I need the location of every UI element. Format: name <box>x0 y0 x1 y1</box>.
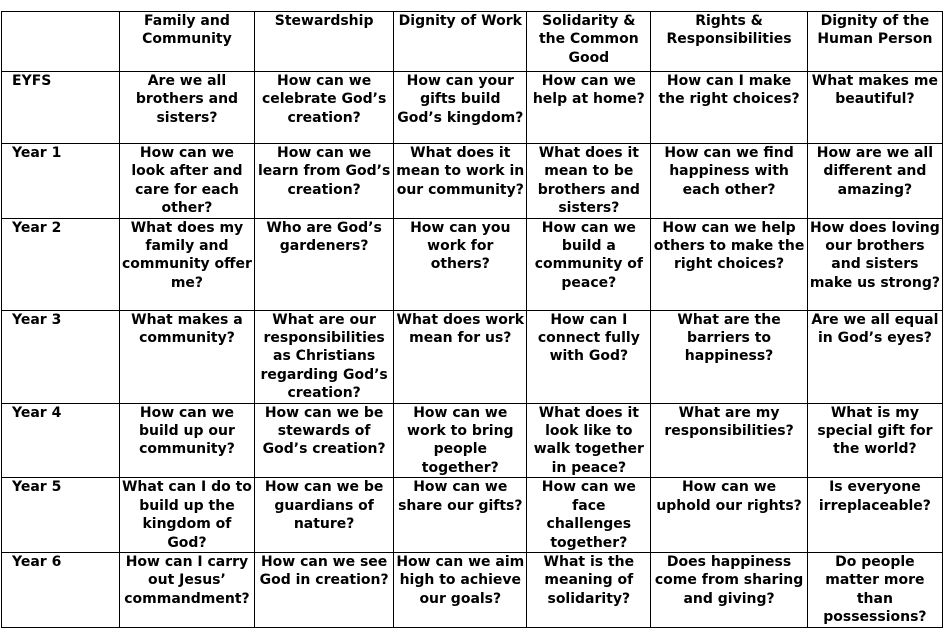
table-cell: How can we be guardians of nature? <box>255 478 394 553</box>
row-label-year-5: Year 5 <box>2 478 120 553</box>
row-label-year-4: Year 4 <box>2 403 120 478</box>
row-label-year-6: Year 6 <box>2 552 120 627</box>
table-cell: How can we help at home? <box>527 72 651 144</box>
table-cell: How can you work for others? <box>394 218 527 310</box>
table-cell: What does work mean for us? <box>394 310 527 403</box>
table-cell: Who are God’s gardeners? <box>255 218 394 310</box>
table-cell: Do people matter more than possessions? <box>807 552 942 627</box>
row-label-year-1: Year 1 <box>2 144 120 219</box>
table-cell: Are we all equal in God’s eyes? <box>807 310 942 403</box>
table-cell: How can we learn from God’s creation? <box>255 144 394 219</box>
table-cell: Are we all brothers and sisters? <box>119 72 254 144</box>
table-cell: What makes me beautiful? <box>807 72 942 144</box>
table-cell: How can we uphold our rights? <box>651 478 807 553</box>
table-row <box>2 72 943 144</box>
table-cell: How can we share our gifts? <box>394 478 527 553</box>
table-cell: How can we see God in creation? <box>255 552 394 627</box>
table-cell: What does it mean to be brothers and sisters? <box>527 144 651 219</box>
table-cell: What are my responsibilities? <box>651 403 807 478</box>
table-cell: How can we help others to make the right choices? <box>651 218 807 310</box>
table-cell: How can we build up our community? <box>119 403 254 478</box>
table-cell: Does happiness come from sharing and giving? <box>651 552 807 627</box>
corner-cell <box>2 12 120 72</box>
table-cell: How can we aim high to achieve our goals? <box>394 552 527 627</box>
curriculum-table <box>1 11 943 628</box>
table-cell: How can I make the right choices? <box>651 72 807 144</box>
row-label-year-2: Year 2 <box>2 218 120 310</box>
table-cell: How are we all different and amazing? <box>807 144 942 219</box>
column-header-solidarity-common-good: Solidarity & the Common Good <box>527 12 651 72</box>
table-row <box>2 478 943 553</box>
table-cell: What are our responsibilities as Christians regarding God’s creation? <box>255 310 394 403</box>
table-cell: What is the meaning of solidarity? <box>527 552 651 627</box>
column-header-stewardship: Stewardship <box>255 12 394 72</box>
table-cell: How can we build a community of peace? <box>527 218 651 310</box>
table-cell: How can I carry out Jesus’ commandment? <box>119 552 254 627</box>
table-cell: How can we look after and care for each other? <box>119 144 254 219</box>
row-label-eyfs: EYFS <box>2 72 120 144</box>
table-cell: What makes a community? <box>119 310 254 403</box>
table-row <box>2 310 943 403</box>
table-cell: How can we celebrate God’s creation? <box>255 72 394 144</box>
table-cell: What does my family and community offer me? <box>119 218 254 310</box>
table-cell: What are the barriers to happiness? <box>651 310 807 403</box>
table-cell: How can we work to bring people together? <box>394 403 527 478</box>
table-cell: How can we face challenges together? <box>527 478 651 553</box>
table-cell: What is my special gift for the world? <box>807 403 942 478</box>
table-cell: How can we find happiness with each other? <box>651 144 807 219</box>
column-header-dignity-of-work: Dignity of Work <box>394 12 527 72</box>
table-cell: What does it look like to walk together in peace? <box>527 403 651 478</box>
table-cell: How can we be stewards of God’s creation? <box>255 403 394 478</box>
table-cell: How can I connect fully with God? <box>527 310 651 403</box>
table-row <box>2 144 943 219</box>
table-row <box>2 552 943 627</box>
header-row <box>2 12 943 72</box>
table-cell: How can your gifts build God’s kingdom? <box>394 72 527 144</box>
table-row <box>2 403 943 478</box>
column-header-dignity-human-person: Dignity of the Human Person <box>807 12 942 72</box>
column-header-family-and-community: Family and Community <box>119 12 254 72</box>
row-label-year-3: Year 3 <box>2 310 120 403</box>
table-cell: How does loving our brothers and sisters make us strong? <box>807 218 942 310</box>
table-cell: Is everyone irreplaceable? <box>807 478 942 553</box>
table-row <box>2 218 943 310</box>
table-cell: What does it mean to work in our community? <box>394 144 527 219</box>
column-header-rights-responsibilities: Rights & Responsibilities <box>651 12 807 72</box>
table-cell: What can I do to build up the kingdom of God? <box>119 478 254 553</box>
